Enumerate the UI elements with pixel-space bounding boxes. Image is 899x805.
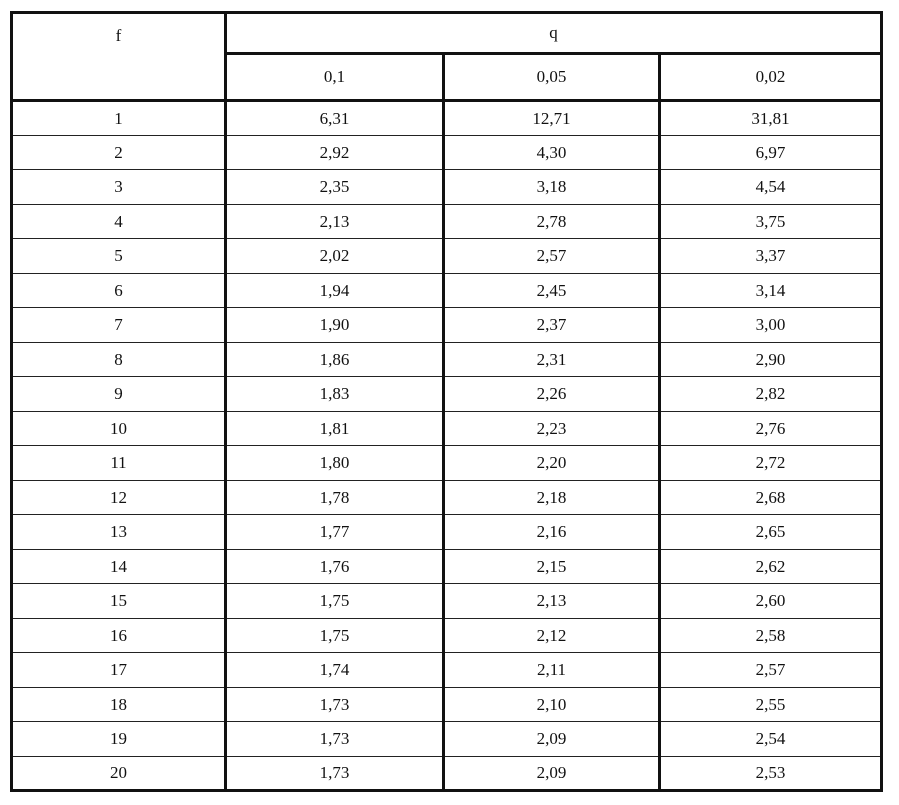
value-cell: 2,55 bbox=[660, 687, 882, 722]
f-cell: 4 bbox=[12, 204, 226, 239]
table-row bbox=[12, 549, 882, 584]
value-cell: 2,11 bbox=[444, 653, 660, 688]
value-cell: 2,92 bbox=[226, 135, 444, 170]
f-cell: 14 bbox=[12, 549, 226, 584]
table-header bbox=[12, 13, 882, 101]
f-cell: 18 bbox=[12, 687, 226, 722]
table-row bbox=[12, 342, 882, 377]
f-cell: 10 bbox=[12, 411, 226, 446]
table-row bbox=[12, 204, 882, 239]
value-cell: 1,81 bbox=[226, 411, 444, 446]
value-cell: 3,18 bbox=[444, 170, 660, 205]
value-cell: 1,75 bbox=[226, 618, 444, 653]
value-cell: 2,53 bbox=[660, 756, 882, 791]
f-cell: 6 bbox=[12, 273, 226, 308]
value-cell: 2,23 bbox=[444, 411, 660, 446]
table-row bbox=[12, 480, 882, 515]
f-cell: 11 bbox=[12, 446, 226, 481]
value-cell: 4,54 bbox=[660, 170, 882, 205]
value-cell: 2,35 bbox=[226, 170, 444, 205]
value-cell: 2,82 bbox=[660, 377, 882, 412]
value-cell: 2,09 bbox=[444, 756, 660, 791]
value-cell: 2,18 bbox=[444, 480, 660, 515]
value-cell: 1,86 bbox=[226, 342, 444, 377]
value-cell: 2,10 bbox=[444, 687, 660, 722]
value-cell: 2,31 bbox=[444, 342, 660, 377]
value-cell: 2,13 bbox=[444, 584, 660, 619]
value-cell: 1,73 bbox=[226, 687, 444, 722]
value-cell: 2,78 bbox=[444, 204, 660, 239]
f-cell: 3 bbox=[12, 170, 226, 205]
table-row bbox=[12, 446, 882, 481]
table-row bbox=[12, 411, 882, 446]
critical-values-table-container bbox=[10, 11, 880, 791]
q-column-header: 0,05 bbox=[444, 54, 660, 101]
f-cell: 2 bbox=[12, 135, 226, 170]
critical-values-table bbox=[10, 11, 883, 792]
value-cell: 2,57 bbox=[444, 239, 660, 274]
table-row bbox=[12, 687, 882, 722]
table-body bbox=[12, 101, 882, 791]
f-cell: 12 bbox=[12, 480, 226, 515]
value-cell: 2,26 bbox=[444, 377, 660, 412]
f-cell: 13 bbox=[12, 515, 226, 550]
f-cell: 8 bbox=[12, 342, 226, 377]
f-cell: 1 bbox=[12, 101, 226, 136]
value-cell: 2,13 bbox=[226, 204, 444, 239]
value-cell: 2,45 bbox=[444, 273, 660, 308]
value-cell: 3,00 bbox=[660, 308, 882, 343]
value-cell: 2,72 bbox=[660, 446, 882, 481]
value-cell: 2,62 bbox=[660, 549, 882, 584]
column-header-q: q bbox=[226, 13, 882, 54]
value-cell: 1,94 bbox=[226, 273, 444, 308]
value-cell: 1,73 bbox=[226, 756, 444, 791]
value-cell: 31,81 bbox=[660, 101, 882, 136]
f-cell: 7 bbox=[12, 308, 226, 343]
value-cell: 1,78 bbox=[226, 480, 444, 515]
column-header-f: f bbox=[12, 13, 226, 101]
value-cell: 12,71 bbox=[444, 101, 660, 136]
table-row bbox=[12, 756, 882, 791]
f-cell: 20 bbox=[12, 756, 226, 791]
value-cell: 3,37 bbox=[660, 239, 882, 274]
value-cell: 2,16 bbox=[444, 515, 660, 550]
f-cell: 16 bbox=[12, 618, 226, 653]
table-row bbox=[12, 273, 882, 308]
value-cell: 1,76 bbox=[226, 549, 444, 584]
value-cell: 3,14 bbox=[660, 273, 882, 308]
value-cell: 2,58 bbox=[660, 618, 882, 653]
value-cell: 2,54 bbox=[660, 722, 882, 757]
table-row bbox=[12, 515, 882, 550]
table-row bbox=[12, 135, 882, 170]
table-row bbox=[12, 653, 882, 688]
value-cell: 6,31 bbox=[226, 101, 444, 136]
value-cell: 3,75 bbox=[660, 204, 882, 239]
table-row bbox=[12, 308, 882, 343]
f-cell: 5 bbox=[12, 239, 226, 274]
value-cell: 2,68 bbox=[660, 480, 882, 515]
value-cell: 2,20 bbox=[444, 446, 660, 481]
header-row-1 bbox=[12, 13, 882, 54]
value-cell: 1,74 bbox=[226, 653, 444, 688]
q-column-header: 0,1 bbox=[226, 54, 444, 101]
table-row bbox=[12, 377, 882, 412]
value-cell: 6,97 bbox=[660, 135, 882, 170]
value-cell: 4,30 bbox=[444, 135, 660, 170]
value-cell: 2,15 bbox=[444, 549, 660, 584]
f-cell: 19 bbox=[12, 722, 226, 757]
q-column-header: 0,02 bbox=[660, 54, 882, 101]
value-cell: 2,90 bbox=[660, 342, 882, 377]
table-row bbox=[12, 239, 882, 274]
value-cell: 2,09 bbox=[444, 722, 660, 757]
value-cell: 1,80 bbox=[226, 446, 444, 481]
table-row bbox=[12, 722, 882, 757]
value-cell: 2,65 bbox=[660, 515, 882, 550]
value-cell: 2,76 bbox=[660, 411, 882, 446]
table-row bbox=[12, 618, 882, 653]
value-cell: 2,57 bbox=[660, 653, 882, 688]
value-cell: 2,02 bbox=[226, 239, 444, 274]
f-cell: 9 bbox=[12, 377, 226, 412]
table-row bbox=[12, 170, 882, 205]
f-cell: 15 bbox=[12, 584, 226, 619]
value-cell: 1,75 bbox=[226, 584, 444, 619]
value-cell: 1,83 bbox=[226, 377, 444, 412]
value-cell: 2,37 bbox=[444, 308, 660, 343]
table-row bbox=[12, 584, 882, 619]
f-cell: 17 bbox=[12, 653, 226, 688]
value-cell: 1,73 bbox=[226, 722, 444, 757]
value-cell: 2,12 bbox=[444, 618, 660, 653]
value-cell: 2,60 bbox=[660, 584, 882, 619]
table-row bbox=[12, 101, 882, 136]
value-cell: 1,77 bbox=[226, 515, 444, 550]
value-cell: 1,90 bbox=[226, 308, 444, 343]
